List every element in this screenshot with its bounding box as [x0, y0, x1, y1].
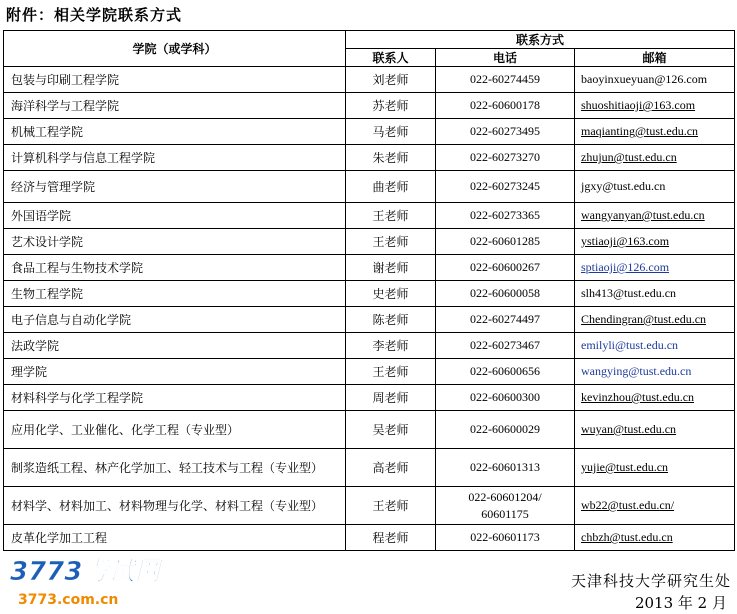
phone-cell: 022-60600029	[436, 411, 575, 449]
phone-cell: 022-60273495	[436, 119, 575, 145]
email-cell: wangying@tust.edu.cn	[575, 359, 735, 385]
phone-cell: 022-60600178	[436, 93, 575, 119]
college-cell: 外国语学院	[4, 203, 346, 229]
header-contact: 联系方式	[346, 31, 735, 49]
table-row	[4, 229, 735, 255]
phone-cell: 022-60601285	[436, 229, 575, 255]
phone-cell: 022-60600267	[436, 255, 575, 281]
header-phone: 电话	[436, 49, 575, 67]
email-cell[interactable]: maqianting@tust.edu.cn	[575, 119, 735, 145]
table-row	[4, 171, 735, 203]
email-cell[interactable]: wangyanyan@tust.edu.cn	[575, 203, 735, 229]
table-row	[4, 67, 735, 93]
watermark-url: 3773.com.cn	[18, 592, 119, 608]
page-heading: 附件：相关学院联系方式	[6, 6, 183, 24]
header-email: 邮箱	[575, 49, 735, 67]
watermark-brand: 3773考试网	[10, 557, 161, 587]
email-cell[interactable]: chbzh@tust.edu.cn	[575, 525, 735, 551]
person-cell: 王老师	[346, 203, 436, 229]
person-cell: 王老师	[346, 229, 436, 255]
college-cell: 海洋科学与工程学院	[4, 93, 346, 119]
email-cell[interactable]: sptiaoji@126.com	[575, 255, 735, 281]
person-cell: 程老师	[346, 525, 436, 551]
email-cell: jgxy@tust.edu.cn	[575, 171, 735, 203]
college-cell: 法政学院	[4, 333, 346, 359]
contacts-table-body	[4, 67, 735, 551]
college-cell: 艺术设计学院	[4, 229, 346, 255]
table-row	[4, 281, 735, 307]
phone-cell: 022-60274459	[436, 67, 575, 93]
footer-date: 2013 年 2 月	[634, 594, 727, 612]
table-row	[4, 145, 735, 171]
college-cell: 机械工程学院	[4, 119, 346, 145]
college-cell: 电子信息与自动化学院	[4, 307, 346, 333]
email-cell[interactable]: wb22@tust.edu.cn/	[575, 487, 735, 525]
college-cell: 计算机科学与信息工程学院	[4, 145, 346, 171]
phone-cell: 022-60274497	[436, 307, 575, 333]
email-cell: slh413@tust.edu.cn	[575, 281, 735, 307]
phone-cell: 022-60601173	[436, 525, 575, 551]
phone-cell: 022-60600058	[436, 281, 575, 307]
person-cell: 谢老师	[346, 255, 436, 281]
email-cell[interactable]: yujie@tust.edu.cn	[575, 449, 735, 487]
table-row	[4, 385, 735, 411]
person-cell: 马老师	[346, 119, 436, 145]
header-college: 学院（或学科）	[4, 31, 346, 67]
phone-cell: 022-60273467	[436, 333, 575, 359]
email-cell[interactable]: Chendingran@tust.edu.cn	[575, 307, 735, 333]
person-cell: 高老师	[346, 449, 436, 487]
footer-organization: 天津科技大学研究生处	[570, 572, 731, 590]
table-row	[4, 93, 735, 119]
person-cell: 周老师	[346, 385, 436, 411]
person-cell: 王老师	[346, 359, 436, 385]
table-row	[4, 333, 735, 359]
person-cell: 朱老师	[346, 145, 436, 171]
table-row	[4, 525, 735, 551]
person-cell: 曲老师	[346, 171, 436, 203]
phone-cell: 022-60273245	[436, 171, 575, 203]
watermark-logo	[8, 546, 173, 612]
college-cell: 皮革化学加工工程	[4, 525, 346, 551]
email-cell: baoyinxueyuan@126.com	[575, 67, 735, 93]
college-cell: 材料科学与化学工程学院	[4, 385, 346, 411]
college-cell: 制浆造纸工程、林产化学加工、轻工技术与工程（专业型）	[4, 449, 346, 487]
phone-cell: 022-60601204/ 60601175	[436, 487, 575, 525]
table-row	[4, 255, 735, 281]
phone-cell: 022-60273270	[436, 145, 575, 171]
college-cell: 应用化学、工业催化、化学工程（专业型）	[4, 411, 346, 449]
phone-cell: 022-60273365	[436, 203, 575, 229]
phone-cell: 022-60600656	[436, 359, 575, 385]
person-cell: 李老师	[346, 333, 436, 359]
table-row	[4, 411, 735, 449]
person-cell: 刘老师	[346, 67, 436, 93]
college-cell: 食品工程与生物技术学院	[4, 255, 346, 281]
table-row	[4, 307, 735, 333]
college-cell: 包装与印刷工程学院	[4, 67, 346, 93]
contacts-table	[3, 30, 735, 551]
table-row	[4, 359, 735, 385]
table-row	[4, 119, 735, 145]
email-cell[interactable]: ystiaoji@163.com	[575, 229, 735, 255]
table-row	[4, 203, 735, 229]
college-cell: 生物工程学院	[4, 281, 346, 307]
email-cell[interactable]: zhujun@tust.edu.cn	[575, 145, 735, 171]
header-person: 联系人	[346, 49, 436, 67]
college-cell: 材料学、材料加工、材料物理与化学、材料工程（专业型）	[4, 487, 346, 525]
table-row	[4, 449, 735, 487]
email-cell[interactable]: shuoshitiaoji@163.com	[575, 93, 735, 119]
phone-cell: 022-60600300	[436, 385, 575, 411]
person-cell: 陈老师	[346, 307, 436, 333]
person-cell: 王老师	[346, 487, 436, 525]
person-cell: 吴老师	[346, 411, 436, 449]
person-cell: 史老师	[346, 281, 436, 307]
table-row	[4, 487, 735, 525]
college-cell: 经济与管理学院	[4, 171, 346, 203]
email-cell: emilyli@tust.edu.cn	[575, 333, 735, 359]
college-cell: 理学院	[4, 359, 346, 385]
email-cell[interactable]: kevinzhou@tust.edu.cn	[575, 385, 735, 411]
phone-cell: 022-60601313	[436, 449, 575, 487]
person-cell: 苏老师	[346, 93, 436, 119]
email-cell[interactable]: wuyan@tust.edu.cn	[575, 411, 735, 449]
